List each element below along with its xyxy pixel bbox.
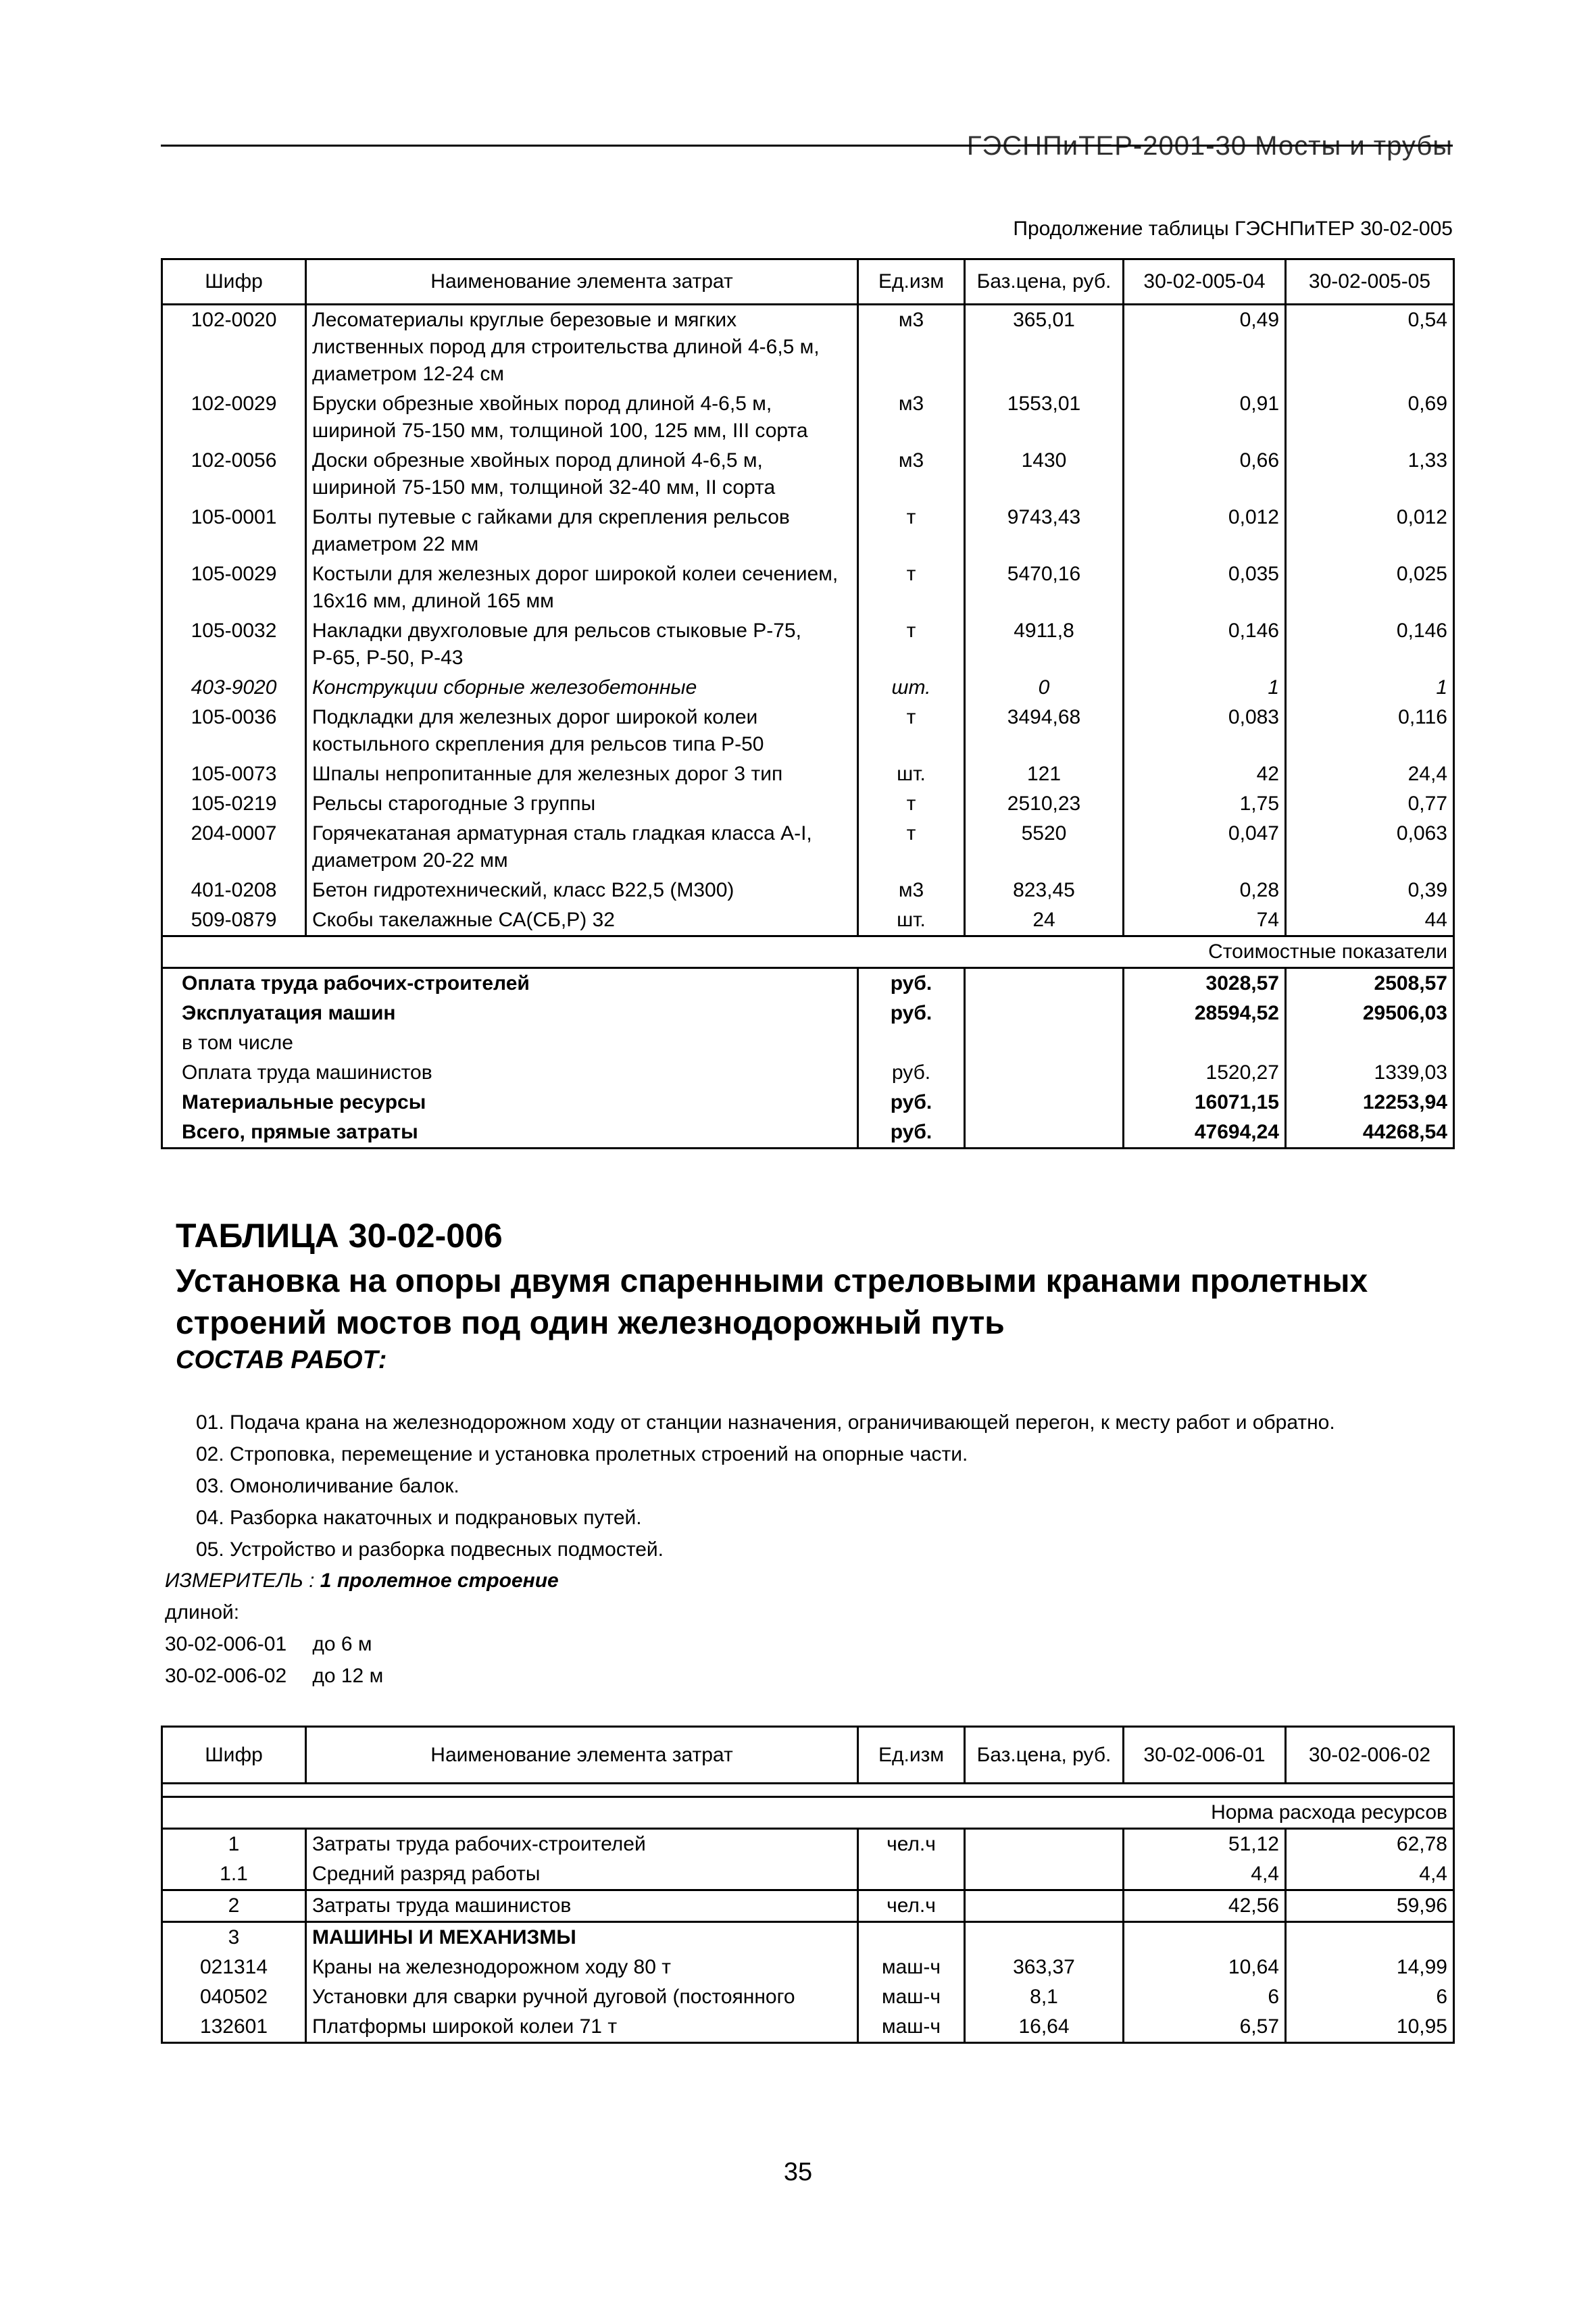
list-item: 03. Омоноличивание балок. <box>196 1475 459 1497</box>
row-value2: 0,116 <box>1286 703 1454 759</box>
row-code: 105-0001 <box>162 503 306 559</box>
meter-line <box>165 1565 559 1596</box>
row-name: Бруски обрезные хвойных пород длиной 4-6,5 м, шириной 75-150 мм, толщиной 100, 125 мм, III сорта <box>306 389 858 446</box>
row-unit: шт. <box>858 673 965 703</box>
cost-row-value2: 2508,57 <box>1286 968 1454 999</box>
row-name: Доски обрезные хвойных пород длиной 4-6,5 м, шириной 75-150 мм, толщиной 32-40 мм, II сорта <box>306 446 858 503</box>
table-row <box>162 1890 1454 1922</box>
cost-row <box>162 1058 1454 1088</box>
row-code: 204-0007 <box>162 819 306 876</box>
meter-block <box>165 1565 559 1628</box>
cost-row-value1 <box>1124 1028 1286 1058</box>
col-header-variant1: 30-02-005-04 <box>1124 259 1286 305</box>
table-row <box>162 1953 1454 1982</box>
table1 <box>161 258 1455 1149</box>
table-row <box>162 389 1454 446</box>
row-code: 132601 <box>162 2012 306 2043</box>
row-unit <box>858 1859 965 1890</box>
table-row <box>162 446 1454 503</box>
list-item <box>165 1628 383 1660</box>
row-value1: 0,047 <box>1124 819 1286 876</box>
row-value1: 0,035 <box>1124 559 1286 616</box>
section-label: Стоимостные показатели <box>162 936 1454 968</box>
row-price: 5470,16 <box>965 559 1124 616</box>
cost-row-value1: 47694,24 <box>1124 1117 1286 1149</box>
table2-header-row <box>162 1727 1454 1784</box>
row-value1: 74 <box>1124 905 1286 936</box>
row-price: 1553,01 <box>965 389 1124 446</box>
row-name: Шпалы непропитанные для железных дорог 3 тип <box>306 759 858 789</box>
row-code: 509-0879 <box>162 905 306 936</box>
table-row <box>162 673 1454 703</box>
variant-text: до 12 м <box>312 1665 384 1687</box>
cost-row-value2: 29506,03 <box>1286 999 1454 1028</box>
row-unit: м3 <box>858 305 965 390</box>
cost-row-price <box>965 1088 1124 1117</box>
cost-row-unit: руб. <box>858 1088 965 1117</box>
cost-row-value1: 3028,57 <box>1124 968 1286 999</box>
cost-row-price <box>965 1117 1124 1149</box>
row-price: 3494,68 <box>965 703 1124 759</box>
list-item: 02. Строповка, перемещение и установка пролетных строений на опорные части. <box>196 1443 968 1465</box>
row-price: 16,64 <box>965 2012 1124 2043</box>
row-unit <box>858 1922 965 1953</box>
spacer-cell <box>162 1784 1454 1797</box>
header-rule <box>161 145 1453 147</box>
row-name: Накладки двухголовые для рельсов стыковые Р-75, Р-65, Р-50, Р-43 <box>306 616 858 673</box>
col-header-variant1: 30-02-006-01 <box>1124 1727 1286 1784</box>
row-name: МАШИНЫ И МЕХАНИЗМЫ <box>306 1922 858 1953</box>
row-price: 2510,23 <box>965 789 1124 819</box>
row-unit: м3 <box>858 876 965 905</box>
row-price: 363,37 <box>965 1953 1124 1982</box>
row-price: 365,01 <box>965 305 1124 390</box>
row-value1: 0,91 <box>1124 389 1286 446</box>
col-header-code: Шифр <box>162 1727 306 1784</box>
page-number: 35 <box>783 2158 813 2186</box>
cost-row <box>162 1117 1454 1149</box>
row-price: 5520 <box>965 819 1124 876</box>
row-price: 8,1 <box>965 1982 1124 2012</box>
cost-row-name: Всего, прямые затраты <box>162 1117 858 1149</box>
row-code: 105-0073 <box>162 759 306 789</box>
row-value2: 0,146 <box>1286 616 1454 673</box>
row-code: 021314 <box>162 1953 306 1982</box>
row-value2: 14,99 <box>1286 1953 1454 1982</box>
row-code: 105-0032 <box>162 616 306 673</box>
table2 <box>161 1726 1455 2044</box>
table1-header-row <box>162 259 1454 305</box>
row-code: 105-0036 <box>162 703 306 759</box>
cost-row-value2 <box>1286 1028 1454 1058</box>
row-unit: м3 <box>858 389 965 446</box>
col-header-name: Наименование элемента затрат <box>306 259 858 305</box>
row-unit: т <box>858 559 965 616</box>
row-value1: 0,66 <box>1124 446 1286 503</box>
cost-row-name: Материальные ресурсы <box>162 1088 858 1117</box>
cost-row-unit: руб. <box>858 968 965 999</box>
table-row <box>162 789 1454 819</box>
cost-row <box>162 999 1454 1028</box>
row-name: Затраты труда рабочих-строителей <box>306 1829 858 1860</box>
row-value2: 0,025 <box>1286 559 1454 616</box>
row-value1: 51,12 <box>1124 1829 1286 1860</box>
row-price: 24 <box>965 905 1124 936</box>
col-header-unit: Ед.изм <box>858 259 965 305</box>
section-label: Норма расхода ресурсов <box>162 1797 1454 1829</box>
row-value2: 0,54 <box>1286 305 1454 390</box>
row-code: 403-9020 <box>162 673 306 703</box>
row-value2: 0,063 <box>1286 819 1454 876</box>
row-name: Конструкции сборные железобетонные <box>306 673 858 703</box>
table-row <box>162 819 1454 876</box>
row-name: Болты путевые с гайками для скрепления рельсов диаметром 22 мм <box>306 503 858 559</box>
cost-row <box>162 1088 1454 1117</box>
table1-section-row <box>162 936 1454 968</box>
cost-row-unit <box>858 1028 965 1058</box>
cost-row-unit: руб. <box>858 1117 965 1149</box>
row-name: Установки для сварки ручной дуговой (постоянного <box>306 1982 858 2012</box>
row-name: Платформы широкой колеи 71 т <box>306 2012 858 2043</box>
col-header-variant2: 30-02-006-02 <box>1286 1727 1454 1784</box>
work-composition-title: СОСТАВ РАБОТ: <box>176 1346 387 1374</box>
row-unit: маш-ч <box>858 2012 965 2043</box>
table-title: ТАБЛИЦА 30-02-006 <box>176 1217 503 1255</box>
row-value1: 0,28 <box>1124 876 1286 905</box>
row-unit: т <box>858 819 965 876</box>
row-name: Средний разряд работы <box>306 1859 858 1890</box>
cost-row-price <box>965 999 1124 1028</box>
row-value2 <box>1286 1922 1454 1953</box>
row-value2: 62,78 <box>1286 1829 1454 1860</box>
work-list <box>196 1407 1335 1565</box>
table1-caption: Продолжение таблицы ГЭСНПиТЕР 30-02-005 <box>1013 218 1453 240</box>
table-row <box>162 759 1454 789</box>
row-value2: 6 <box>1286 1982 1454 2012</box>
cost-row-value2: 1339,03 <box>1286 1058 1454 1088</box>
row-value2: 0,39 <box>1286 876 1454 905</box>
row-value1: 42,56 <box>1124 1890 1286 1922</box>
row-price: 9743,43 <box>965 503 1124 559</box>
variant-list <box>165 1628 383 1692</box>
row-unit: т <box>858 703 965 759</box>
table-heading: Установка на опоры двумя спаренными стреловыми кранами пролетных строений мостов под один железнодорожный путь <box>176 1263 1368 1341</box>
row-name: Горячекатаная арматурная сталь гладкая класса А-I, диаметром 20-22 мм <box>306 819 858 876</box>
row-value2: 59,96 <box>1286 1890 1454 1922</box>
table-row <box>162 876 1454 905</box>
row-name: Костыли для железных дорог широкой колеи сечением, 16х16 мм, длиной 165 мм <box>306 559 858 616</box>
row-value2: 1,33 <box>1286 446 1454 503</box>
cost-row-name: Оплата труда рабочих-строителей <box>162 968 858 999</box>
row-value1: 10,64 <box>1124 1953 1286 1982</box>
row-unit: чел.ч <box>858 1829 965 1860</box>
row-unit: шт. <box>858 905 965 936</box>
row-value2: 44 <box>1286 905 1454 936</box>
row-name: Скобы такелажные СА(СБ,Р) 32 <box>306 905 858 936</box>
row-value1: 6 <box>1124 1982 1286 2012</box>
row-code: 102-0020 <box>162 305 306 390</box>
row-value2: 1 <box>1286 673 1454 703</box>
row-value1: 1,75 <box>1124 789 1286 819</box>
cost-row-unit: руб. <box>858 999 965 1028</box>
row-value2: 0,012 <box>1286 503 1454 559</box>
cost-row-name: Эксплуатация машин <box>162 999 858 1028</box>
row-name: Затраты труда машинистов <box>306 1890 858 1922</box>
row-code: 401-0208 <box>162 876 306 905</box>
col-header-variant2: 30-02-005-05 <box>1286 259 1454 305</box>
cost-row-unit: руб. <box>858 1058 965 1088</box>
row-code: 102-0029 <box>162 389 306 446</box>
row-value2: 4,4 <box>1286 1859 1454 1890</box>
row-unit: чел.ч <box>858 1890 965 1922</box>
variant-text: до 6 м <box>312 1633 372 1655</box>
row-value2: 10,95 <box>1286 2012 1454 2043</box>
table-row <box>162 1829 1454 1860</box>
table-row <box>162 305 1454 390</box>
row-name: Подкладки для железных дорог широкой колеи костыльного скрепления для рельсов типа Р-50 <box>306 703 858 759</box>
row-code: 105-0029 <box>162 559 306 616</box>
cost-row <box>162 968 1454 999</box>
row-price: 121 <box>965 759 1124 789</box>
row-unit: маш-ч <box>858 1982 965 2012</box>
row-value2: 0,69 <box>1286 389 1454 446</box>
row-value2: 0,77 <box>1286 789 1454 819</box>
meter-label: ИЗМЕРИТЕЛЬ : <box>165 1569 315 1592</box>
cost-row-price <box>965 968 1124 999</box>
row-code: 3 <box>162 1922 306 1953</box>
row-code: 102-0056 <box>162 446 306 503</box>
row-price <box>965 1859 1124 1890</box>
row-code: 1.1 <box>162 1859 306 1890</box>
row-price <box>965 1890 1124 1922</box>
row-value1: 0,49 <box>1124 305 1286 390</box>
meter-value: 1 пролетное строение <box>320 1569 559 1592</box>
row-value1: 4,4 <box>1124 1859 1286 1890</box>
row-value1: 1 <box>1124 673 1286 703</box>
row-code: 1 <box>162 1829 306 1860</box>
table-row <box>162 503 1454 559</box>
row-value1: 0,012 <box>1124 503 1286 559</box>
running-header: ГЭСНПиТЕР-2001-30 Мосты и трубы <box>966 131 1453 161</box>
variant-code: 30-02-006-02 <box>165 1665 287 1687</box>
list-item: 05. Устройство и разборка подвесных подмостей. <box>196 1538 664 1561</box>
cost-row-price <box>965 1028 1124 1058</box>
table-row <box>162 2012 1454 2043</box>
table2-section-row <box>162 1797 1454 1829</box>
col-header-price: Баз.цена, руб. <box>965 1727 1124 1784</box>
list-item: 01. Подача крана на железнодорожном ходу от станции назначения, ограничивающей перегон, к месту работ и обратно. <box>196 1411 1335 1434</box>
table-row <box>162 1859 1454 1890</box>
col-header-code: Шифр <box>162 259 306 305</box>
row-price: 4911,8 <box>965 616 1124 673</box>
cost-row-value1: 1520,27 <box>1124 1058 1286 1088</box>
cost-row-name: в том числе <box>162 1028 858 1058</box>
list-item: 04. Разборка накаточных и подкрановых путей. <box>196 1507 642 1529</box>
spacer-row <box>162 1784 1454 1797</box>
table-row <box>162 559 1454 616</box>
row-unit: маш-ч <box>858 1953 965 1982</box>
row-value1 <box>1124 1922 1286 1953</box>
row-price <box>965 1922 1124 1953</box>
row-name: Краны на железнодорожном ходу 80 т <box>306 1953 858 1982</box>
variant-code: 30-02-006-01 <box>165 1633 287 1655</box>
list-item <box>165 1660 383 1692</box>
cost-row-value2: 12253,94 <box>1286 1088 1454 1117</box>
table-row <box>162 905 1454 936</box>
row-value1: 0,146 <box>1124 616 1286 673</box>
cost-row-value2: 44268,54 <box>1286 1117 1454 1149</box>
cost-row-value1: 16071,15 <box>1124 1088 1286 1117</box>
row-price: 1430 <box>965 446 1124 503</box>
table-row <box>162 1922 1454 1953</box>
cost-row <box>162 1028 1454 1058</box>
row-unit: т <box>858 789 965 819</box>
cost-row-price <box>965 1058 1124 1088</box>
row-name: Лесоматериалы круглые березовые и мягких лиственных пород для строительства длиной 4-6,5 м, диаметром 12-24 см <box>306 305 858 390</box>
cost-row-name: Оплата труда машинистов <box>162 1058 858 1088</box>
row-unit: шт. <box>858 759 965 789</box>
cost-row-value1: 28594,52 <box>1124 999 1286 1028</box>
row-unit: т <box>858 616 965 673</box>
row-code: 2 <box>162 1890 306 1922</box>
table-row <box>162 703 1454 759</box>
row-value1: 0,083 <box>1124 703 1286 759</box>
col-header-name: Наименование элемента затрат <box>306 1727 858 1784</box>
row-name: Бетон гидротехнический, класс В22,5 (М300) <box>306 876 858 905</box>
col-header-unit: Ед.изм <box>858 1727 965 1784</box>
row-code: 105-0219 <box>162 789 306 819</box>
row-unit: т <box>858 503 965 559</box>
row-price <box>965 1829 1124 1860</box>
row-code: 040502 <box>162 1982 306 2012</box>
col-header-price: Баз.цена, руб. <box>965 259 1124 305</box>
row-value1: 42 <box>1124 759 1286 789</box>
row-name: Рельсы старогодные 3 группы <box>306 789 858 819</box>
row-price: 823,45 <box>965 876 1124 905</box>
row-value1: 6,57 <box>1124 2012 1286 2043</box>
length-label: длиной: <box>165 1601 240 1624</box>
row-price: 0 <box>965 673 1124 703</box>
row-value2: 24,4 <box>1286 759 1454 789</box>
row-unit: м3 <box>858 446 965 503</box>
table-row <box>162 616 1454 673</box>
table-row <box>162 1982 1454 2012</box>
